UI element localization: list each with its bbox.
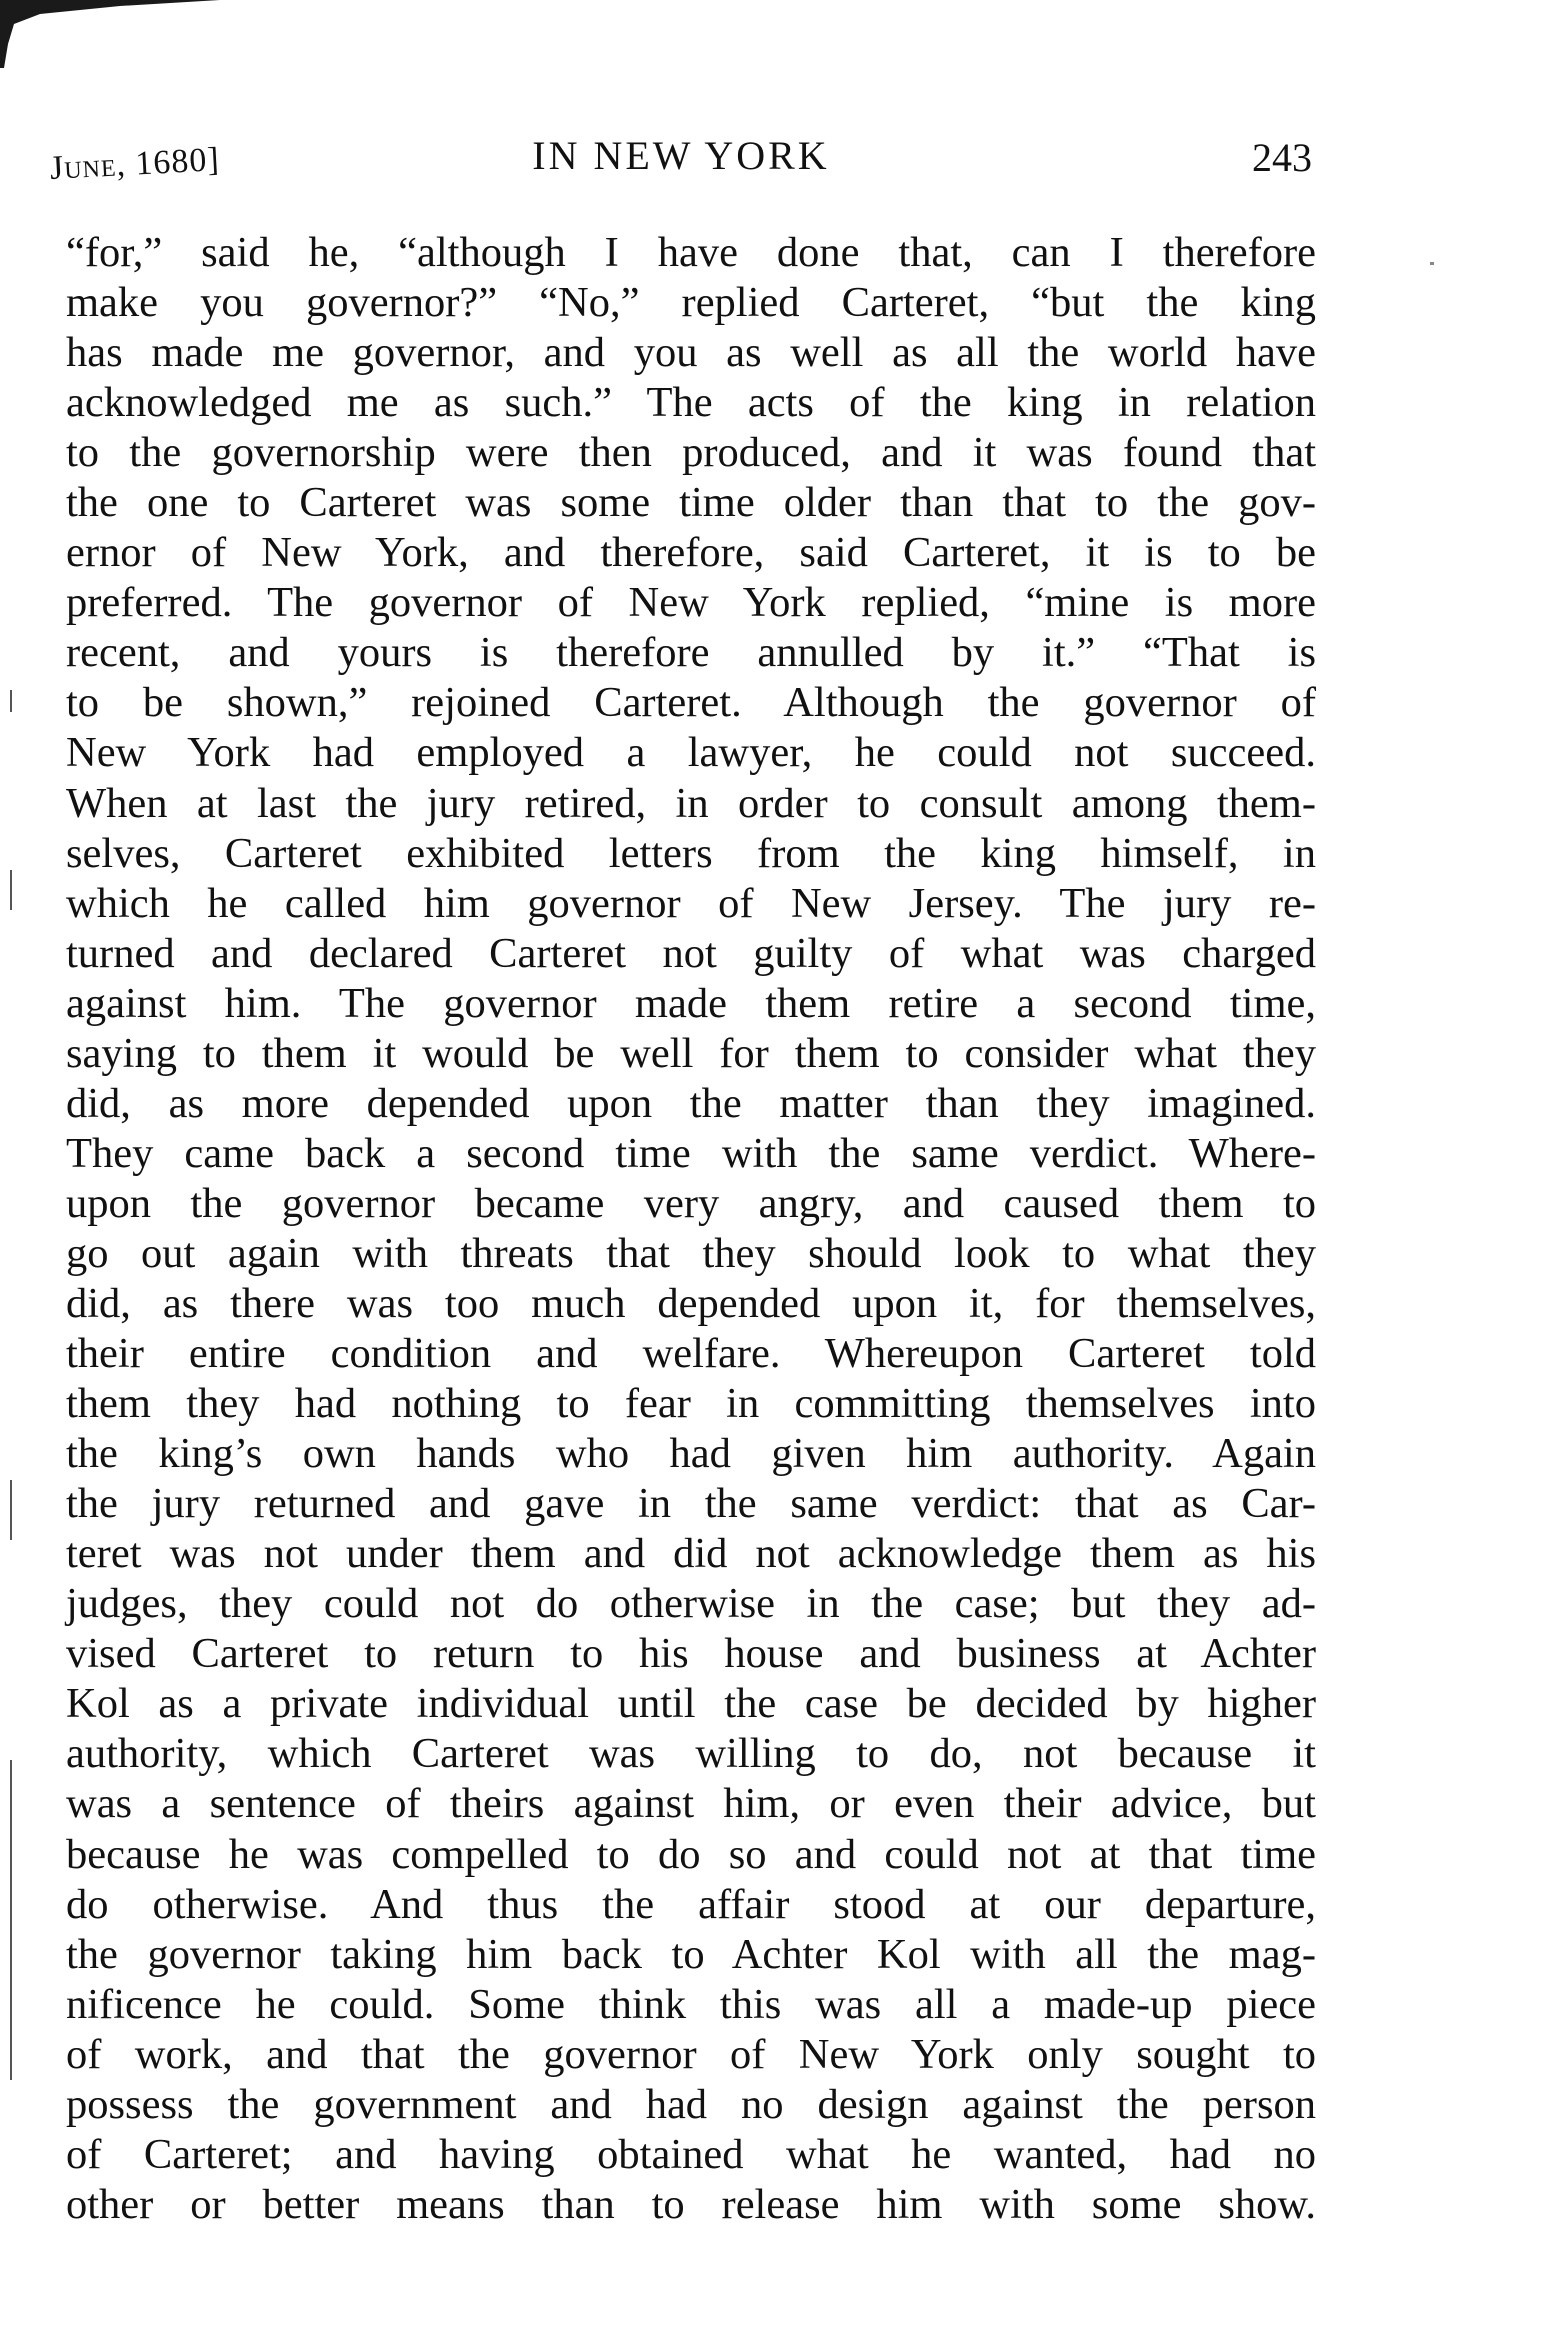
text-line: other or better means than to release him with some show. xyxy=(66,2180,1316,2228)
text-line: of work, and that the governor of New York only sought to xyxy=(66,2030,1316,2078)
scan-corner-shadow xyxy=(0,0,220,70)
text-line: recent, and yours is therefore annulled by it.” “That is xyxy=(66,629,1316,677)
page-number: 243 xyxy=(1252,135,1312,180)
text-line: ernor of New York, and therefore, said Carteret, it is to be xyxy=(66,529,1316,577)
text-line: against him. The governor made them retire a second time, xyxy=(66,979,1316,1027)
text-line: did, as there was too much depended upon it, for themselves, xyxy=(66,1279,1316,1327)
body-text xyxy=(66,228,1316,2230)
text-line: possess the government and had no design against the person xyxy=(66,2080,1316,2128)
text-line: vised Carteret to return to his house and business at Achter xyxy=(66,1630,1316,1678)
text-line: New York had employed a lawyer, he could not succeed. xyxy=(66,729,1316,777)
text-line: did, as more depended upon the matter than they imagined. xyxy=(66,1079,1316,1127)
text-line: which he called him governor of New Jersey. The jury re- xyxy=(66,879,1316,927)
text-line: Kol as a private individual until the case be decided by higher xyxy=(66,1680,1316,1728)
text-line: teret was not under them and did not acknowledge them as his xyxy=(66,1530,1316,1578)
text-line: the jury returned and gave in the same verdict: that as Car- xyxy=(66,1480,1316,1528)
text-line: their entire condition and welfare. Whereupon Carteret told xyxy=(66,1330,1316,1378)
text-line: the governor taking him back to Achter Kol with all the mag- xyxy=(66,1930,1316,1978)
text-line: to the governorship were then produced, and it was found that xyxy=(66,429,1316,477)
text-line: the one to Carteret was some time older than that to the gov- xyxy=(66,479,1316,527)
text-line: the king’s own hands who had given him authority. Again xyxy=(66,1430,1316,1478)
page-header xyxy=(50,132,1312,192)
text-line: saying to them it would be well for them to consider what they xyxy=(66,1029,1316,1077)
text-line: upon the governor became very angry, and caused them to xyxy=(66,1179,1316,1227)
text-line: preferred. The governor of New York replied, “mine is more xyxy=(66,579,1316,627)
text-line: them they had nothing to fear in committing themselves into xyxy=(66,1380,1316,1428)
text-line: “for,” said he, “although I have done that, can I therefore xyxy=(66,229,1316,276)
text-line: was a sentence of theirs against him, or even their advice, but xyxy=(66,1780,1316,1828)
text-line: selves, Carteret exhibited letters from the king himself, in xyxy=(66,829,1316,877)
scan-speck xyxy=(1430,262,1434,265)
scan-margin-marks xyxy=(0,0,20,2326)
text-line: When at last the jury retired, in order to consult among them- xyxy=(66,779,1316,827)
text-line: They came back a second time with the same verdict. Where- xyxy=(66,1129,1316,1177)
text-line: make you governor?” “No,” replied Carteret, “but the king xyxy=(66,279,1316,327)
text-line: go out again with threats that they should look to what they xyxy=(66,1229,1316,1277)
text-line: turned and declared Carteret not guilty of what was charged xyxy=(66,929,1316,977)
text-line: judges, they could not do otherwise in the case; but they ad- xyxy=(66,1580,1316,1628)
text-line: because he was compelled to do so and could not at that time xyxy=(66,1830,1316,1878)
text-line: authority, which Carteret was willing to do, not because it xyxy=(66,1730,1316,1778)
running-head-date: June, 1680] xyxy=(49,141,221,187)
text-line: nificence he could. Some think this was all a made-up piece xyxy=(66,1980,1316,2028)
text-line: to be shown,” rejoined Carteret. Although the governor of xyxy=(66,679,1316,727)
text-line: has made me governor, and you as well as all the world have xyxy=(66,329,1316,377)
text-line: do otherwise. And thus the affair stood at our departure, xyxy=(66,1880,1316,1928)
text-line: acknowledged me as such.” The acts of the king in relation xyxy=(66,379,1316,427)
running-title: IN NEW YORK xyxy=(532,133,830,178)
text-line: of Carteret; and having obtained what he wanted, had no xyxy=(66,2130,1316,2178)
